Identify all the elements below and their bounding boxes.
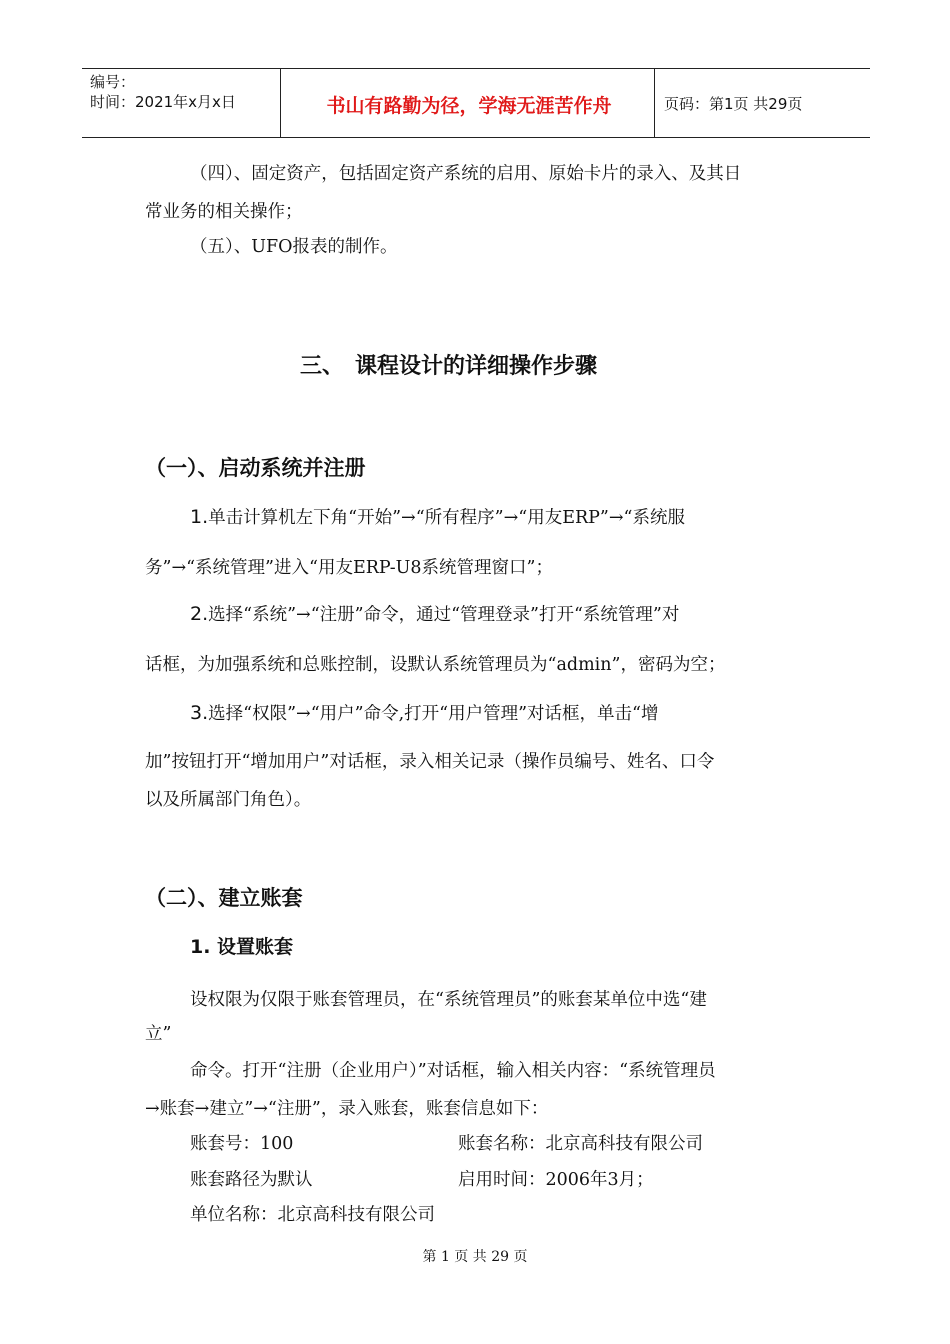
part2-para-line3: 命令。打开“注册（企业用户）”对话框，输入相关内容：“系统管理员 — [190, 1061, 716, 1081]
page-footer: 第 1 页 共 29 页 — [422, 1249, 528, 1265]
step1-line1 — [190, 504, 685, 529]
part2-para-line2: 立” — [145, 1024, 172, 1044]
item4-line1: （四）、固定资产，包括固定资产系统的启用、原始卡片的录入、及其日 — [190, 164, 742, 184]
part1-heading: （一）、启动系统并注册 — [145, 456, 366, 480]
header-meta — [90, 72, 236, 112]
step1-line2: 务”→“系统管理”进入“用友ERP-U8系统管理窗口”； — [145, 558, 553, 578]
item5: （五）、UFO报表的制作。 — [190, 237, 398, 257]
step3-line2: 加”按钮打开“增加用户”对话框，录入相关记录（操作员编号、姓名、口令 — [145, 752, 715, 772]
account-number: 账套号：100 — [190, 1134, 294, 1154]
step1-text: 单击计算机左下角“开始”→“所有程序”→“用友ERP”→“系统服 — [208, 508, 685, 528]
header-number-label: 编号： — [90, 73, 136, 91]
header-time-label: 时间：2021年x月x日 — [90, 93, 236, 111]
section3-title: 三、 课程设计的详细操作步骤 — [300, 354, 598, 379]
step2-line1 — [190, 601, 679, 626]
part2-heading: （二）、建立账套 — [145, 886, 303, 910]
page-header — [82, 68, 870, 138]
step2-number: 2. — [190, 603, 209, 625]
unit-name: 单位名称：北京高科技有限公司 — [190, 1205, 435, 1225]
step3-line1 — [190, 700, 659, 725]
part2-subheading: 1. 设置账套 — [190, 936, 294, 958]
step3-number: 3. — [190, 702, 209, 724]
step2-text: 选择“系统”→“注册”命令，通过“管理登录”打开“系统管理”对 — [208, 605, 680, 625]
step1-number: 1. — [190, 506, 209, 528]
header-page-info: 页码：第1页 共29页 — [664, 95, 803, 113]
header-motto: 书山有路勤为径，学海无涯苦作舟 — [326, 95, 612, 117]
step2-line2: 话框，为加强系统和总账控制，设默认系统管理员为“admin”，密码为空； — [145, 655, 726, 675]
item4-line2: 常业务的相关操作； — [145, 202, 303, 222]
part2-para-line4: →账套→建立”→“注册”，录入账套，账套信息如下： — [145, 1099, 549, 1119]
step3-text: 选择“权限”→“用户”命令,打开“用户管理”对话框，单击“增 — [208, 704, 659, 724]
account-path: 账套路径为默认 — [190, 1170, 313, 1190]
part2-para-line1: 设权限为仅限于账套管理员，在“系统管理员”的账套某单位中选“建 — [190, 990, 707, 1010]
header-divider — [654, 69, 655, 137]
account-name: 账套名称：北京高科技有限公司 — [458, 1134, 703, 1154]
start-time: 启用时间：2006年3月； — [458, 1170, 654, 1190]
header-divider — [280, 69, 281, 137]
step3-line3: 以及所属部门角色）。 — [145, 790, 312, 810]
